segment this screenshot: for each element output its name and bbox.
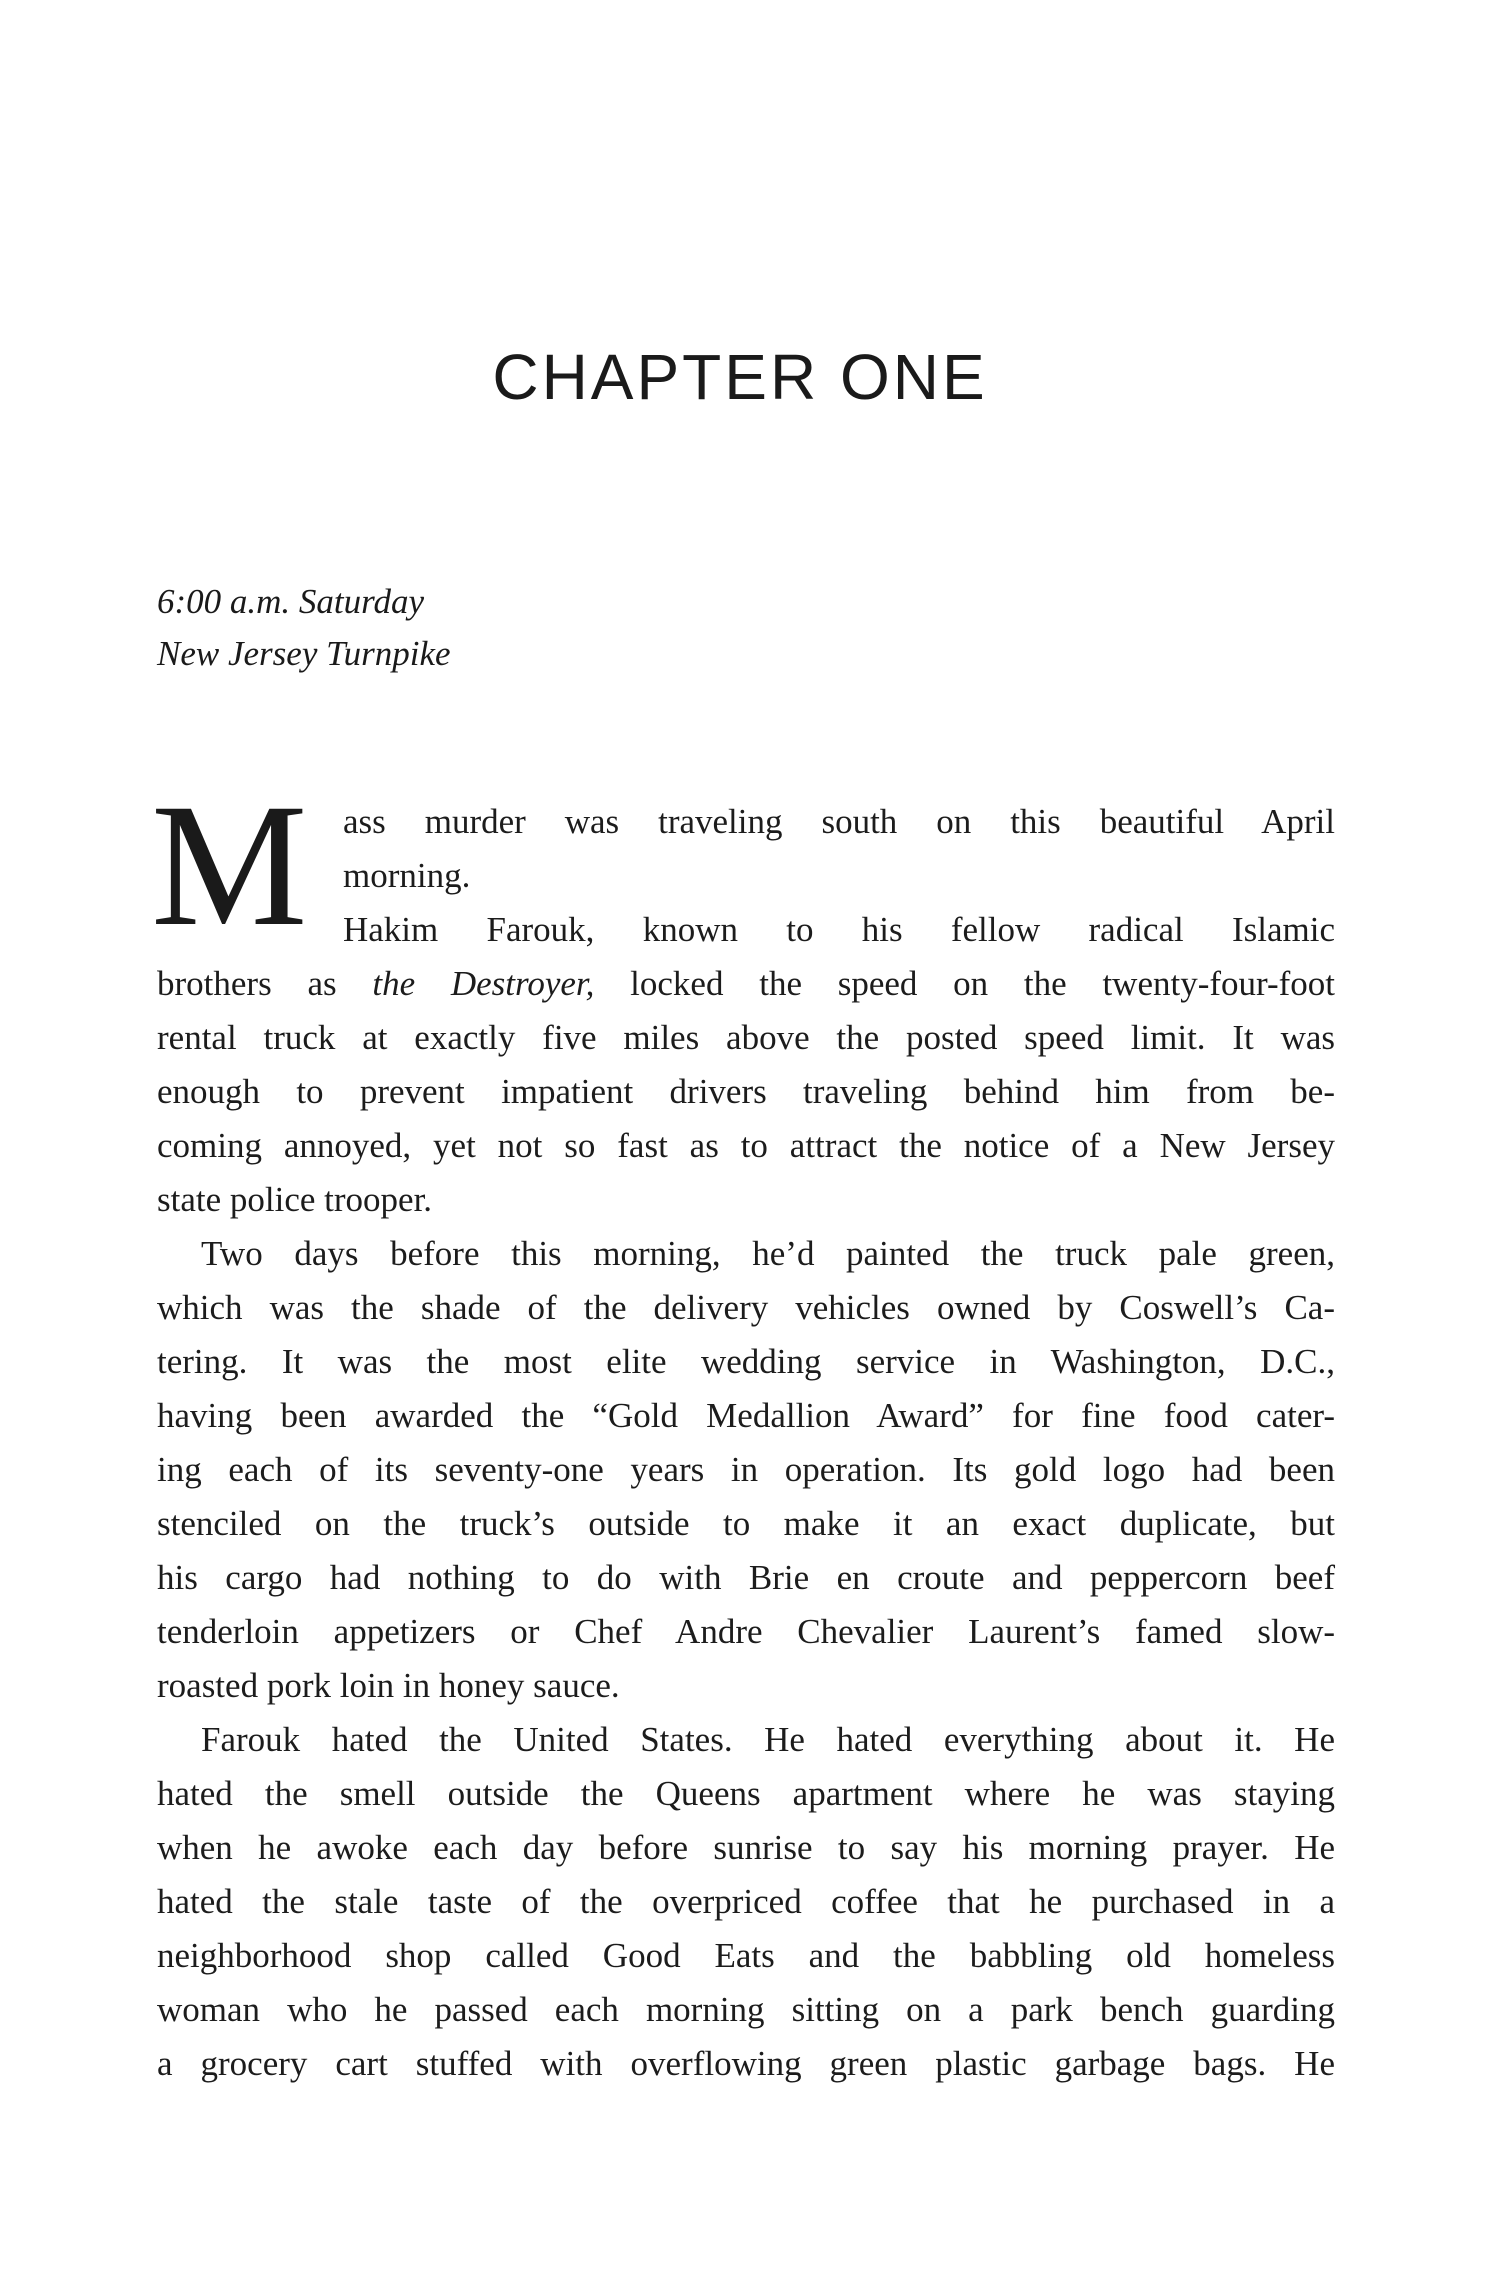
opening-line-2: morning.: [343, 856, 471, 895]
opening-line-6: enough to prevent impatient drivers traveling behind him from be-: [157, 1072, 1335, 1111]
paragraph-line: a grocery cart stuffed with overflowing green plastic garbage bags. He: [157, 2044, 1335, 2083]
opening-line-8: state police trooper.: [157, 1180, 433, 1219]
paragraph-line: stenciled on the truck’s outside to make it an exact duplicate, but: [157, 1504, 1335, 1543]
paragraph-line: roasted pork loin in honey sauce.: [157, 1666, 620, 1705]
body-text: [151, 768, 1336, 2091]
opening-line-7: coming annoyed, yet not so fast as to attract the notice of a New Jersey: [157, 1126, 1335, 1165]
paragraph-line: which was the shade of the delivery vehicles owned by Coswell’s Ca-: [157, 1288, 1335, 1327]
paragraph-line: hated the smell outside the Queens apartment where he was staying: [157, 1774, 1335, 1813]
paragraph-2: [157, 1227, 1335, 1713]
opening-line-1: ass murder was traveling south on this beautiful April: [343, 802, 1335, 841]
drop-cap: M: [151, 768, 308, 963]
paragraph-line: his cargo had nothing to do with Brie en croute and peppercorn beef: [157, 1558, 1335, 1597]
opening-line-4: brothers as the Destroyer, locked the speed on the twenty-four-foot: [157, 964, 1336, 1003]
chapter-title: CHAPTER ONE: [492, 341, 988, 413]
paragraph-line: ing each of its seventy-one years in operation. Its gold logo had been: [157, 1450, 1335, 1489]
dateline-place: New Jersey Turnpike: [157, 634, 451, 673]
paragraph-line: when he awoke each day before sunrise to say his morning prayer. He: [157, 1828, 1335, 1867]
paragraph-line: having been awarded the “Gold Medallion Award” for fine food cater-: [157, 1396, 1335, 1435]
dateline-time: 6:00 a.m. Saturday: [157, 582, 425, 621]
paragraph-line: woman who he passed each morning sitting on a park bench guarding: [157, 1990, 1335, 2029]
paragraph-line: Farouk hated the United States. He hated everything about it. He: [201, 1720, 1335, 1759]
dateline: [157, 576, 451, 680]
opening-line-5: rental truck at exactly five miles above the posted speed limit. It was: [157, 1018, 1335, 1057]
opening-line-3: Hakim Farouk, known to his fellow radical Islamic: [343, 910, 1335, 949]
italic-epithet: the Destroyer,: [372, 964, 595, 1003]
paragraph-3: [157, 1713, 1335, 2091]
paragraph-line: Two days before this morning, he’d painted the truck pale green,: [201, 1234, 1335, 1273]
paragraph-line: tering. It was the most elite wedding service in Washington, D.C.,: [157, 1342, 1335, 1381]
paragraph-line: hated the stale taste of the overpriced coffee that he purchased in a: [157, 1882, 1335, 1921]
paragraph-line: tenderloin appetizers or Chef Andre Chevalier Laurent’s famed slow-: [157, 1612, 1335, 1651]
opening-paragraph: [151, 768, 1336, 1227]
paragraph-line: neighborhood shop called Good Eats and the babbling old homeless: [157, 1936, 1335, 1975]
